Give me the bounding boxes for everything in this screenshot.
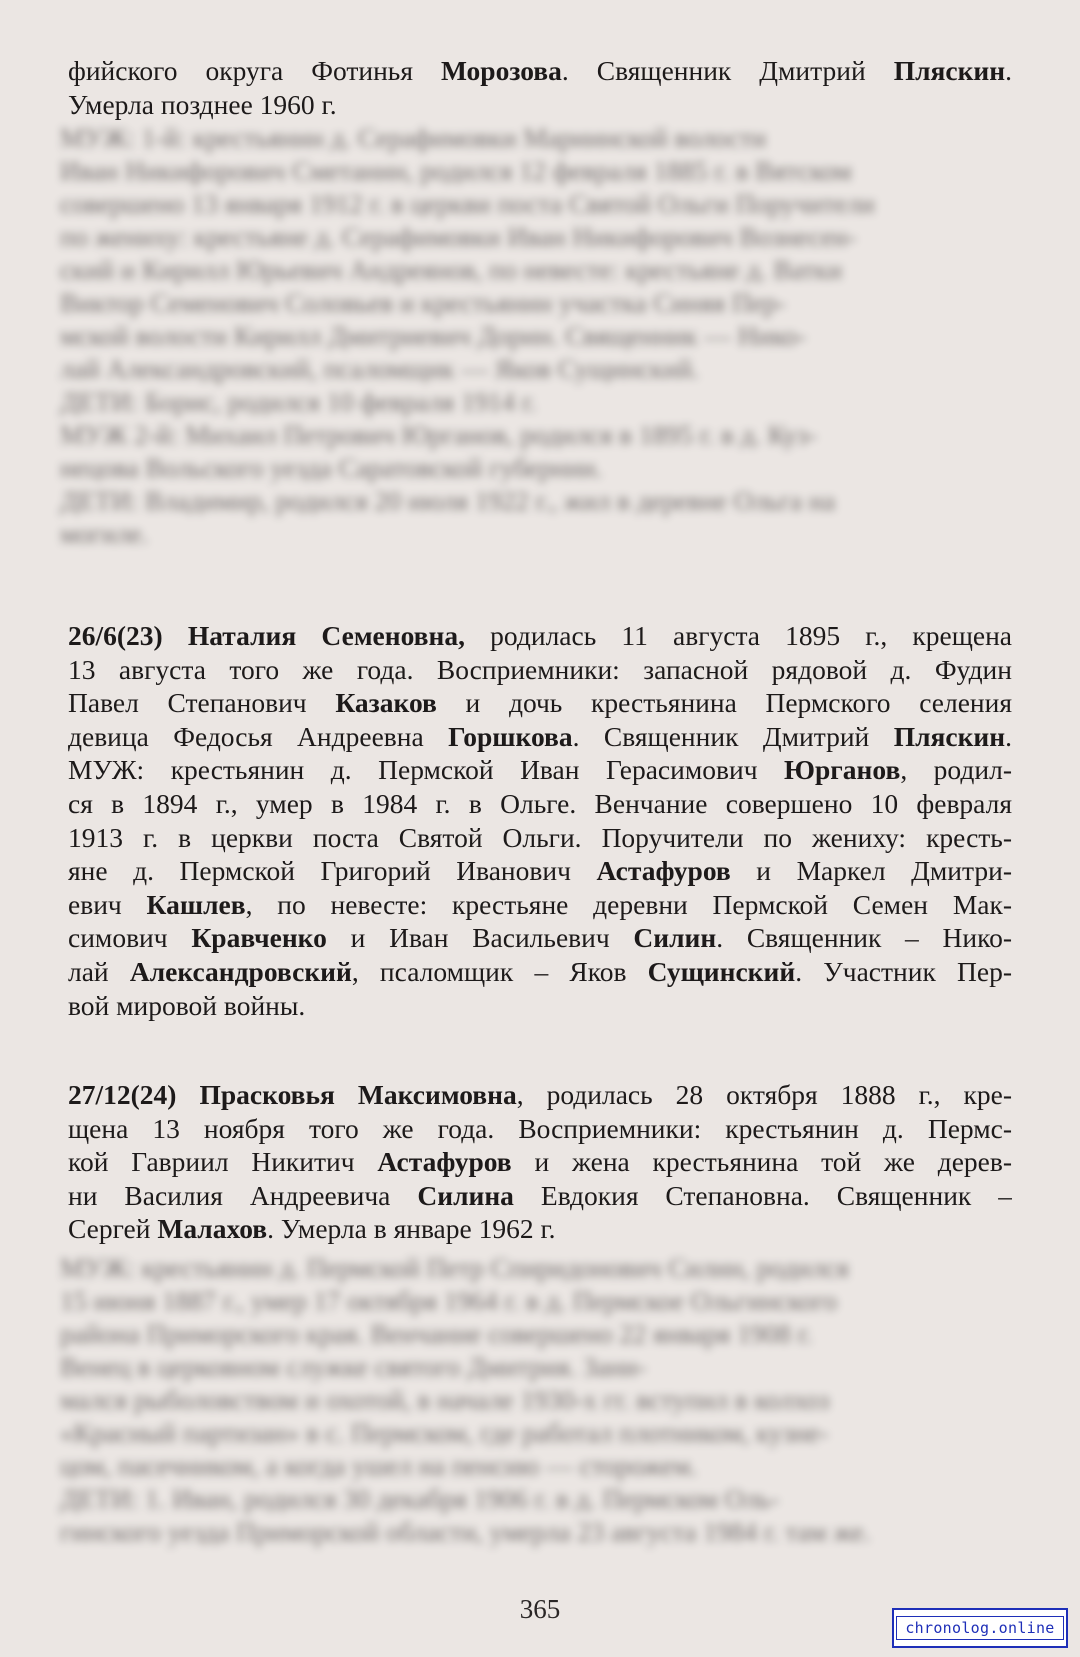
blurred-line: 15 июня 1887 г., умер 17 октября 1964 г. в д. Пермское Ольгинского — [60, 1286, 838, 1316]
bold-name: Юрганов — [784, 754, 901, 786]
watermark-text: chronolog.online — [896, 1616, 1063, 1640]
blurred-line: МУЖ 2-й: Михаил Петрович Юрганов, родился в 1895 г. в д. Куз- — [60, 420, 817, 450]
text-line: девица Федосья Андреевна Горшкова. Священник Дмитрий Пляскин. — [68, 720, 1012, 752]
text-line: Сергей Малахов. Умерла в январе 1962 г. — [68, 1213, 556, 1245]
text-line: Павел Степанович Казаков и дочь крестьянина Пермского селения — [68, 687, 1012, 719]
bold-name: Силин — [633, 922, 717, 954]
bold-name: Силина — [417, 1179, 514, 1211]
blurred-line: совершено 13 января 1912 г. в церкви поста Святой Ольги Поручители — [60, 189, 875, 219]
bold-name: Кравченко — [191, 922, 327, 954]
text-line: ся в 1894 г., умер в 1984 г. в Ольге. Венчание совершено 10 февраля — [68, 787, 1012, 819]
bold-name: Малахов — [157, 1213, 268, 1245]
entry-26-paragraph — [68, 619, 1012, 1022]
blurred-line: гинского уезда Приморской области, умерла 23 августа 1984 г. там же. — [60, 1517, 871, 1547]
text-line: 26/6(23) Наталия Семеновна, родилась 11 августа 1895 г., крещена — [68, 620, 1012, 651]
text-line: лай Александровский, псаломщик – Яков Сущинский. Участник Пер- — [68, 955, 1012, 987]
blurred-line: ДЕТИ: Владимир, родился 20 июля 1922 г., жил в деревне Ольга на — [60, 486, 836, 516]
bold-name: Горшкова — [448, 720, 573, 752]
blurred-line: «Красный партизан» в с. Пермском, где работал плотником, кузне- — [60, 1418, 829, 1448]
blurred-line: Венец в церковном служке святого Дмитрия. Зани- — [60, 1352, 647, 1382]
blurred-line: мался рыболовством и охотой, в начале 1930-х гг. вступил в колхоз — [60, 1385, 830, 1415]
blurred-line: МУЖ: крестьянин д. Пермской Петр Спиридонович Силин, родился — [60, 1253, 849, 1283]
text-line: щена 13 ноября того же года. Восприемники: крестьянин д. Пермс- — [68, 1112, 1012, 1144]
bold-name: Астафуров — [377, 1146, 512, 1178]
text-line: 1913 г. в церкви поста Святой Ольги. Поручители по жениху: кресть- — [68, 821, 1012, 853]
watermark-stamp — [892, 1608, 1068, 1648]
text-line: вой мировой войны. — [68, 989, 306, 1021]
text-line: МУЖ: крестьянин д. Пермской Иван Герасимович Юрганов, родил- — [68, 754, 1012, 786]
text-line: фийского округа Фотинья Морозова. Священник Дмитрий Пляскин. — [68, 55, 1012, 86]
bold-name: Морозова — [440, 55, 562, 86]
blurred-line: района Приморского края. Венчание совершено 22 января 1908 г. — [60, 1319, 813, 1349]
text-line: евич Кашлев, по невесте: крестьяне деревни Пермской Семен Мак- — [68, 888, 1012, 920]
blurred-line: ДЕТИ: Борис, родился 10 февраля 1914 г. — [60, 387, 537, 417]
text-line: яне д. Пермской Григорий Иванович Астафуров и Маркел Дмитри- — [68, 855, 1012, 887]
blurred-line: лай Александровский, псаломщик — Яков Сущинский. — [60, 354, 700, 384]
text-line: 13 августа того же года. Восприемники: запасной рядовой д. Фудин — [68, 653, 1012, 685]
bold-name: Александровский — [129, 955, 352, 987]
entry-27-paragraph — [68, 1078, 1012, 1246]
bold-name: Казаков — [335, 687, 437, 719]
bold-name: 27/12(24) Прасковья Максимовна — [68, 1079, 517, 1110]
blurred-text-block-top — [60, 122, 1020, 551]
bold-name: Астафуров — [596, 855, 731, 887]
bold-name: Пляскин — [893, 55, 1006, 86]
bold-name: Сущинский — [647, 955, 796, 987]
blurred-text-block-bottom — [60, 1252, 1020, 1549]
bold-name: Кашлев — [146, 888, 246, 920]
blurred-line: МУЖ: 1-й: крестьянин д. Серафимовки Мариинской волости — [60, 123, 767, 153]
blurred-line: могиле. — [60, 519, 149, 549]
blurred-line: нецова Вольского уезда Саратовской губернии. — [60, 453, 603, 483]
page-number: 365 — [519, 1594, 561, 1624]
text-line: 27/12(24) Прасковья Максимовна, родилась 28 октября 1888 г., кре- — [68, 1079, 1012, 1110]
bold-name: Пляскин — [893, 720, 1006, 752]
text-line: кой Гавриил Никитич Астафуров и жена крестьянина той же дерев- — [68, 1146, 1012, 1178]
bold-name: 26/6(23) Наталия Семеновна, — [68, 620, 465, 651]
blurred-line: Иван Никифорович Сметанин, родился 12 февраля 1885 г. в Вятском — [60, 156, 852, 186]
blurred-line: цом, пасечником, а когда ушел на пенсию — сторожем. — [60, 1451, 698, 1481]
text-line: Умерла позднее 1960 г. — [68, 88, 337, 120]
intro-paragraph — [68, 54, 1012, 121]
blurred-line: ДЕТИ: 1. Иван, родился 30 декабря 1906 г. в д. Пермском Оль- — [60, 1484, 780, 1514]
blurred-line: Виктор Семенович Соловьев и крестьянин участка Синяя Пер- — [60, 288, 786, 318]
text-line: ни Василия Андреевича Силина Евдокия Степановна. Священник – — [68, 1179, 1012, 1211]
blurred-line: по жениху: крестьяне д. Серафимовки Иван Никифорович Вознесен- — [60, 222, 857, 252]
blurred-line: мской волости Кирилл Дмитриевич Дорин. Священник — Нико- — [60, 321, 807, 351]
text-line: симович Кравченко и Иван Васильевич Силин. Священник – Нико- — [68, 922, 1012, 954]
blurred-line: ский и Кирилл Юрьевич Андреянов, по невесте: крестьяне д. Ватки — [60, 255, 843, 285]
